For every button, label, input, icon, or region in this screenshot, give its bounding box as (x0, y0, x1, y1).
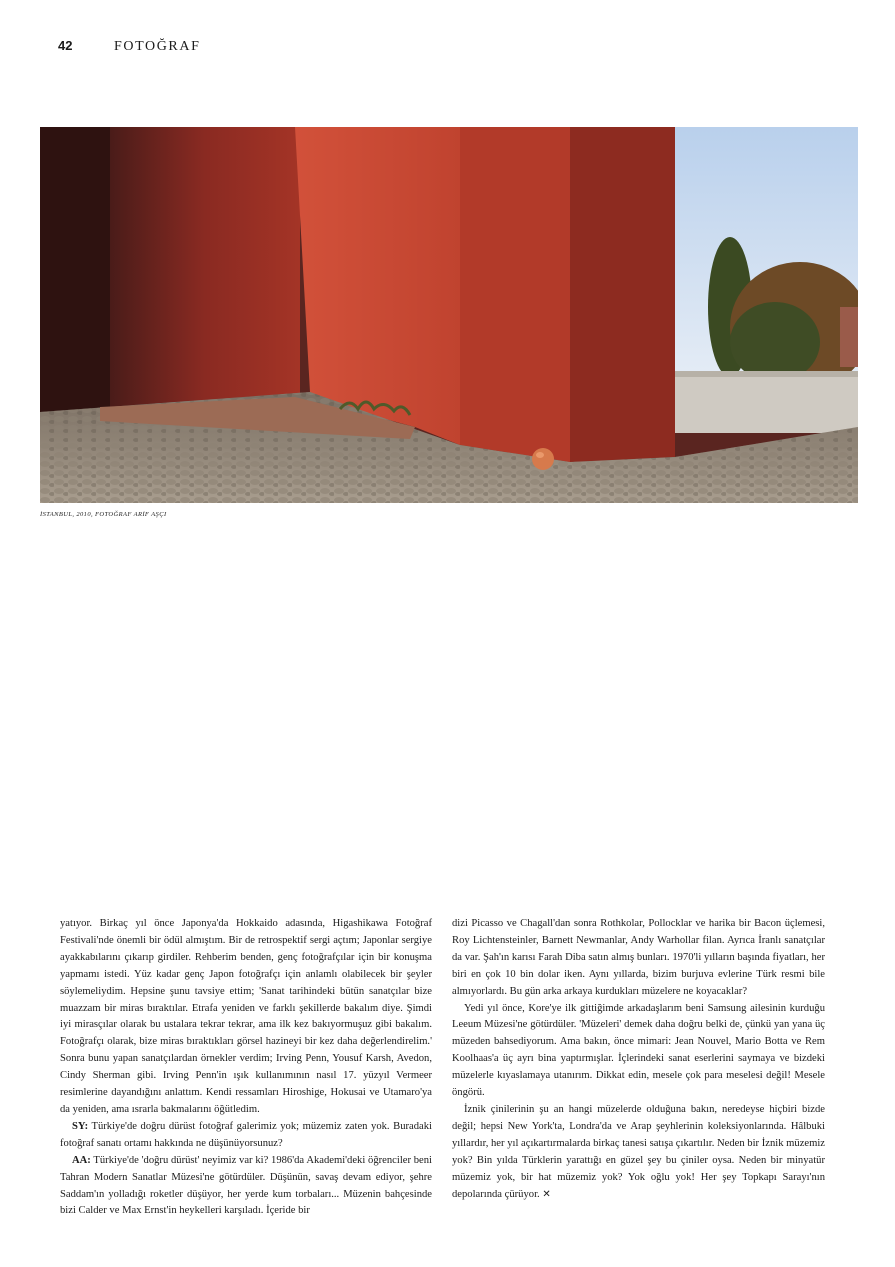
section-title: FOTOĞRAF (114, 39, 201, 54)
paragraph (452, 1102, 825, 1203)
article-column-right (452, 916, 825, 1203)
paragraph-text: İznik çinilerinin şu an hangi müzelerde olduğuna bakın, neredeyse hiçbiri bizde değil; hepsi New York'ta, Londra'da ve Arap şeyhlerinin koleksiyonlarında. Hâlbuki yıllardır, her yıl açıkartırmalarda birkaç tanesi satışa çıkartılır. Neden bir İznik müzemiz yok? Bin yılda Türklerin yarattığı en güzel şey bu çiniler oysa. Neden bir minyatür müzemiz yok, bir hat müzemiz yok? Yok oğlu yok! Her şey Topkapı Sarayı'nın depolarında çürüyor. (452, 1103, 825, 1200)
article-column-left (60, 916, 432, 1220)
page-number: 42 (58, 38, 73, 53)
end-mark-icon: ✕ (542, 1188, 551, 1200)
paragraph (60, 1119, 432, 1153)
paragraph-text: Türkiye'de 'doğru dürüst' neyimiz var ki? 1986'da Akademi'deki öğrenciler beni Tahran Modern Sanatlar Müzesi'ne götürdüler. Düşünün, savaş devam ediyor, şehre Saddam'ın yolladığı roketler düşüyor, her yerde kum torbaları... Müzenin bahçesinde bizi Calder ve Max Ernst'in heykelleri karşıladı. İçeride bir (60, 1154, 432, 1217)
page-header (58, 38, 200, 55)
paragraph: dizi Picasso ve Chagall'dan sonra Rothkolar, Pollocklar ve harika bir Bacon üçlemesi, Roy Lichtensteinler, Barnett Newmanlar, Andy Warhollar filan. Ayrıca İranlı sanatçılar da var. Şah'ın karısı Farah Diba satın almış bunları. 1970'li yılların başında fiyatları, her biri en çok 10 bin dolar iken. Aynı yıllarda, bizim burjuva evlerine Türk resmi bile almıyorlardı. Bu gün arka arkaya kurdukları müzelere ne koyacaklar? (452, 918, 825, 997)
street-photo (40, 127, 858, 503)
speaker-initials: SY: (72, 1120, 89, 1132)
paragraph: Yedi yıl önce, Kore'ye ilk gittiğimde arkadaşlarım beni Samsung ailesinin kurduğu Leeum Müzesi'ne götürdüler. 'Müzeleri' demek daha doğru belki de, çünkü yan yana üç müzeden bahsediyorum. Ama bakın, önce mimari: Jean Nouvel, Mario Botta ve Rem Koolhaas'a üç ayrı bina yaptırmışlar. İçlerindeki sanat eserlerini saymaya ve bizdeki müzelerle kıyaslamaya utanırım. Dikkat edin, mesele çok para meselesi değil! Mesele öngörü. (452, 1002, 825, 1099)
photo-caption: İSTANBUL, 2010, FOTOĞRAF ARİF AŞÇI (40, 511, 167, 518)
paragraph (60, 1153, 432, 1221)
paragraph-text: Türkiye'de doğru dürüst fotoğraf galerimiz yok; müzemiz zaten yok. Buradaki fotoğraf sanatı ortamı hakkında ne düşünüyorsunuz? (60, 1120, 432, 1149)
speaker-initials: AA: (72, 1154, 91, 1166)
paragraph: yatıyor. Birkaç yıl önce Japonya'da Hokkaido adasında, Higashikawa Fotoğraf Festivali'nde önemli bir ödül almıştım. Bir de retrospektif sergi açtım; Japonlar sergiye ayakkabılarını çıkarıp girdiler. Rehberim benden, genç fotoğrafçılar için bir konuşma yapmamı istedi. Yüz kadar genç Japon fotoğrafçı için anlamlı olabilecek bir şeyler söylemeliydim. Hepsine şunu tavsiye ettim; 'Sanat tarihindeki bütün sanatçılar bize muazzam bir miras bıraktılar. Etrafa yeniden ve farklı şekillerde bakalım diye. Şimdi iyi mirasçılar olarak bu ustalara tekrar tekrar, ama ilk kez bakıyormuşuz gibi bakalım. Fotoğrafçı olarak, bize miras bıraktıkları görsel hazineyi bir kez daha değerlendirelim.' Sonra bunu yapan sanatçılardan örnekler verdim; Irving Penn, Yousuf Karsh, Avedon, Cindy Sherman gibi. Irving Penn'in ışık kullanımının nasıl 17. yüzyıl Vermeer resimlerine dayandığını anlattım. Kendi ressamları Hiroshige, Hokusai ve Utamaro'ya da yeniden, ama ısrarla bakmalarını öğütledim. (60, 918, 432, 1115)
